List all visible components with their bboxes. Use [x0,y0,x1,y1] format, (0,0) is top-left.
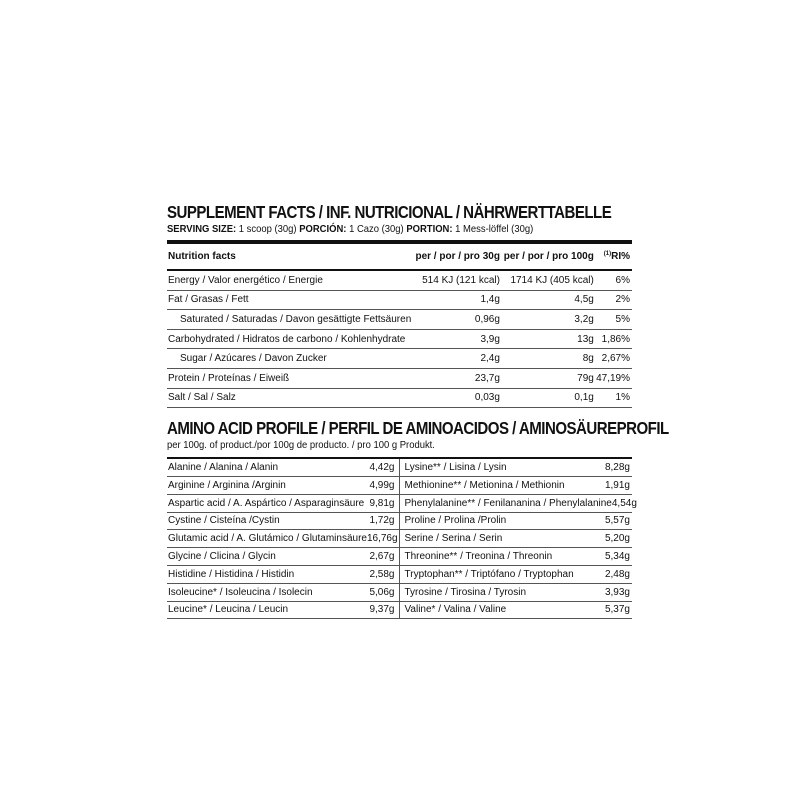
amino-row: Threonine** / Treonina / Threonin 5,34g [400,548,633,566]
panel-title: SUPPLEMENT FACTS / INF. NUTRICIONAL / NÄHRWERTTABELLE [167,202,612,222]
amino-row: Valine* / Valina / Valine 5,37g [400,602,633,620]
amino-row: Arginine / Arginina /Arginin 4,99g [167,477,399,495]
nutrition-table [167,244,632,408]
amino-row: Isoleucine* / Isoleucina / Isolecin 5,06g [167,584,399,602]
amino-row: Alanine / Alanina / Alanin 4,42g [167,459,399,477]
serving-size-line [167,223,635,236]
nutrition-row-sugar: Sugar / Azúcares / Davon Zucker 2,4g 8g 2,67% [167,349,632,369]
amino-column-right [400,459,637,619]
porcion-value: 1 Cazo (30g) [346,223,407,235]
amino-row: Phenylalanine** / Fenilananina / Phenylalanine 4,54g [400,495,633,513]
nutrition-row-salt: Salt / Sal / Salz 0,03g 0,1g 1% [167,388,632,408]
portion-value: 1 Mess-löffel (30g) [452,223,534,235]
serving-size-value: 1 scoop (30g) [236,223,300,235]
amino-row: Cystine / Cisteína /Cystin 1,72g [167,513,399,531]
amino-row: Proline / Prolina /Prolin 5,57g [400,513,633,531]
amino-acid-subtitle: per 100g. of product./por 100g de producto. / pro 100 g Produkt. [167,439,435,452]
nutrition-header-row [167,244,632,270]
amino-acid-title: AMINO ACID PROFILE / PERFIL DE AMINOACIDOS / AMINOSÄUREPROFIL [167,418,669,439]
header-ri: $^{(1)}$RI% [594,244,632,270]
ri-footnote-mark: (1) [603,251,612,257]
header-per-100g: per / por / pro 100g [500,244,594,270]
amino-row: Aspartic acid / A. Aspártico / Asparaginsäure 9,81g [167,495,399,513]
nutrition-row-fat: Fat / Grasas / Fett 1,4g 4,5g 2% [167,290,632,310]
amino-column-left [167,459,400,619]
supplement-facts-panel [167,202,669,619]
amino-row: Tryptophan** / Triptófano / Tryptophan 2,48g [400,566,633,584]
porcion-label: PORCIÓN: [299,223,347,235]
nutrition-row-saturated: Saturated / Saturadas / Davon gesättigte Fettsäuren 0,96g 3,2g 5% [167,310,632,330]
nutrition-row-energy: Energy / Valor energético / Energie 514 KJ (121 kcal) 1714 KJ (405 kcal) 6% [167,270,632,290]
header-per-30g: per / por / pro 30g [411,244,500,270]
amino-row: Glycine / Clicina / Glycin 2,67g [167,548,399,566]
header-nutrition-facts: Nutrition facts [167,244,411,270]
amino-row: Serine / Serina / Serin 5,20g [400,530,633,548]
amino-row: Glutamic acid / A. Glutámico / Glutaminsäure 16,76g [167,530,399,548]
amino-row: Histidine / Histidina / Histidin 2,58g [167,566,399,584]
portion-label: PORTION: [406,223,453,235]
amino-row: Leucine* / Leucina / Leucin 9,37g [167,602,399,620]
amino-row: Tyrosine / Tirosina / Tyrosin 3,93g [400,584,633,602]
serving-size-label: SERVING SIZE: [167,223,237,235]
nutrition-row-protein: Protein / Proteínas / Eiweiß 23,7g 79g 47,19% [167,368,632,388]
nutrition-row-carbohydrates: Carbohydrated / Hidratos de carbono / Kohlenhydrate 3,9g 13g 1,86% [167,329,632,349]
amino-row: Methionine** / Metionina / Methionin 1,91g [400,477,633,495]
amino-acid-table [167,459,637,619]
amino-row: Lysine** / Lisina / Lysin 8,28g [400,459,633,477]
